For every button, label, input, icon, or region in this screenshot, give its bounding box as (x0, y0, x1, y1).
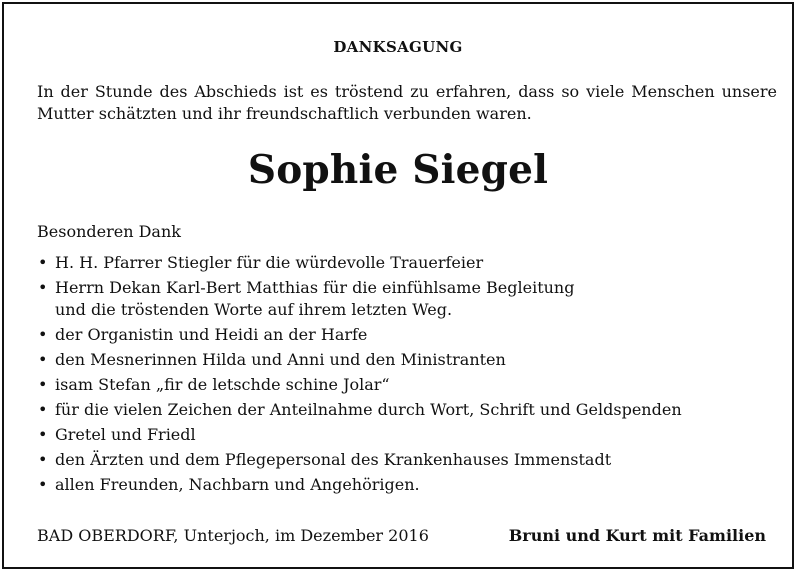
bullet-icon: • (38, 449, 48, 469)
notice-heading: DANKSAGUNG (333, 38, 463, 56)
obituary-notice (2, 2, 794, 569)
bullet-icon: • (38, 324, 48, 344)
list-item-text: für die vielen Zeichen der Anteilnahme durch Wort, Schrift und Geldspenden (55, 399, 682, 419)
bullet-icon: • (38, 399, 48, 419)
bullet-icon: • (38, 424, 48, 444)
thanks-heading: Besonderen Dank (37, 222, 181, 241)
intro-paragraph: In der Stunde des Abschieds ist es tröstend zu erfahren, dass so viele Menschen unsere Mutter schätzten und ihr freundschaftlich verbunden waren. (37, 82, 777, 123)
list-item-text-continuation: und die tröstenden Worte auf ihrem letzten Weg. (55, 299, 453, 319)
list-item (37, 374, 777, 396)
list-item-text: Gretel und Friedl (55, 424, 196, 444)
list-item-text: isam Stefan „fir de letschde schine Jolar“ (55, 374, 390, 394)
list-item (37, 424, 777, 446)
list-item (37, 399, 777, 421)
list-item-text: den Mesnerinnen Hilda und Anni und den Ministranten (55, 349, 506, 369)
footer-place-date: BAD OBERDORF, Unterjoch, im Dezember 2016 (37, 526, 429, 545)
list-item (37, 349, 777, 371)
list-item-text: den Ärzten und dem Pflegepersonal des Krankenhauses Immenstadt (55, 449, 612, 469)
bullet-icon: • (38, 374, 48, 394)
list-item (37, 324, 777, 346)
deceased-name: Sophie Siegel (247, 147, 549, 193)
bullet-icon: • (38, 253, 48, 272)
list-item (37, 252, 777, 274)
list-item (37, 449, 777, 471)
list-item (37, 474, 777, 496)
list-item-text: allen Freunden, Nachbarn und Angehörigen. (55, 474, 420, 494)
list-item-text: der Organistin und Heidi an der Harfe (55, 324, 368, 344)
list-item (37, 277, 777, 320)
bullet-icon: • (38, 349, 48, 369)
list-item-text: H. H. Pfarrer Stiegler für die würdevolle Trauerfeier (55, 253, 484, 272)
footer-signature: Bruni und Kurt mit Familien (508, 526, 766, 545)
bullet-icon: • (38, 474, 48, 494)
list-item-text: Herrn Dekan Karl-Bert Matthias für die einfühlsame Begleitung (55, 278, 575, 297)
bullet-icon: • (38, 278, 48, 297)
thanks-list (37, 252, 777, 499)
